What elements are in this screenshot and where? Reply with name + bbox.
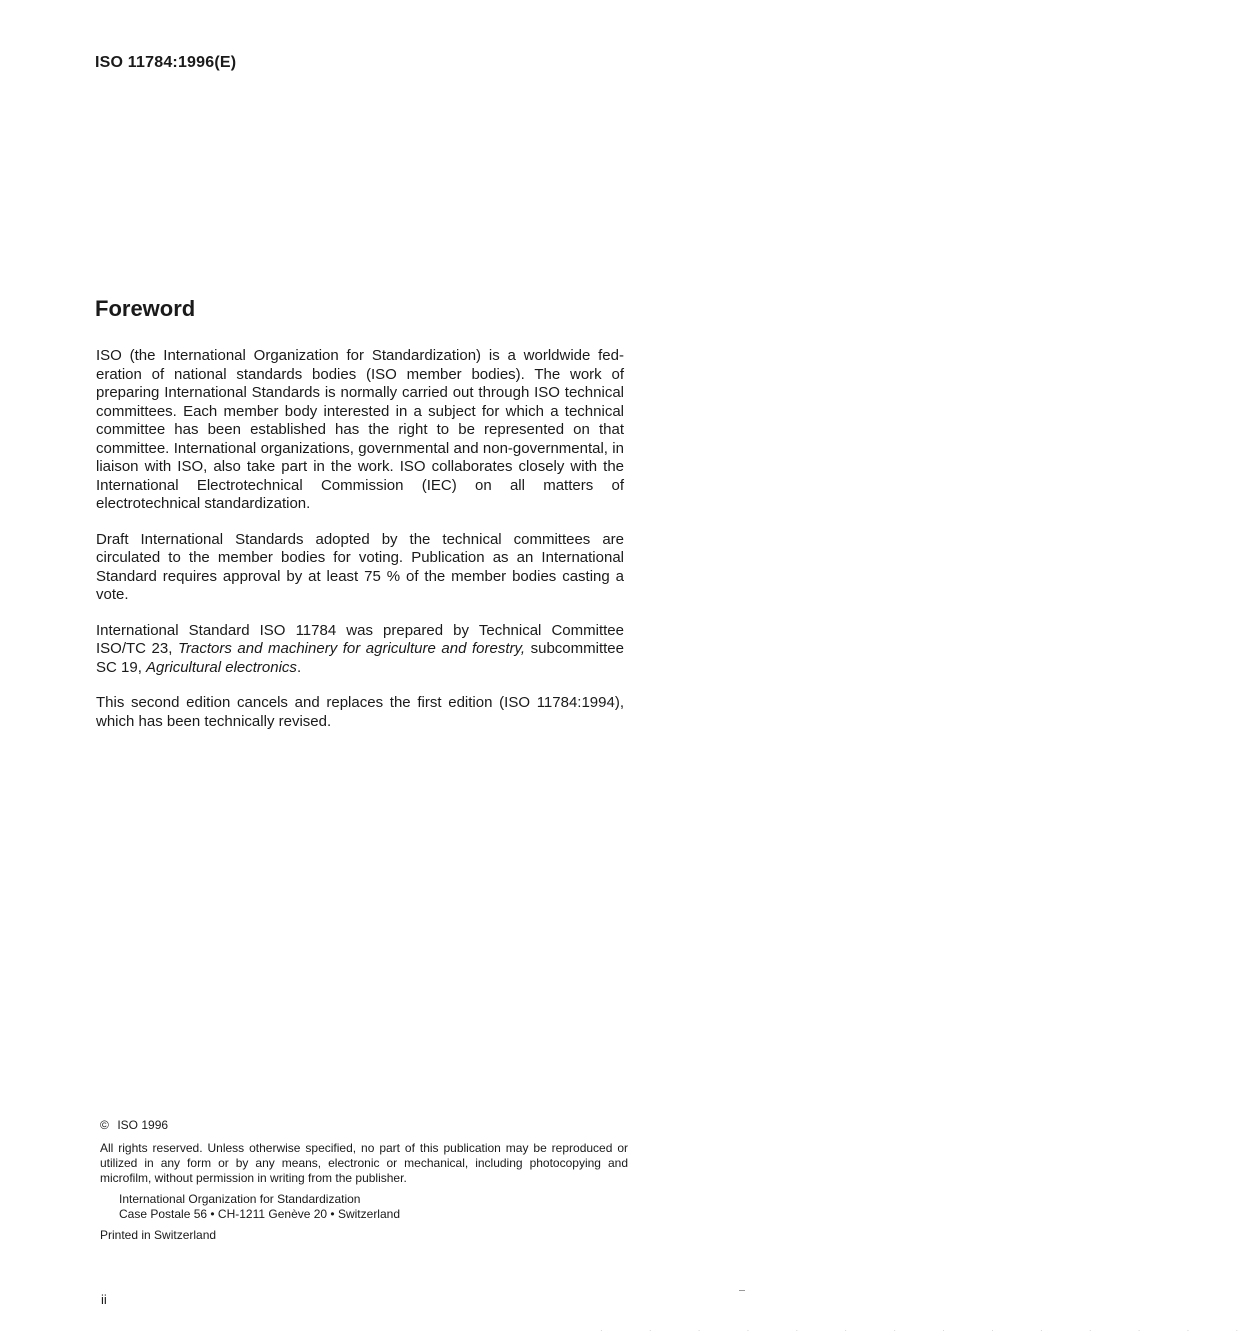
foreword-body	[96, 347, 624, 748]
org-name: International Organization for Standardization	[119, 1192, 361, 1206]
paragraph-edition: This second edition cancels and replaces the first edition (ISO 11784:1994), which has been technically revised.	[96, 694, 624, 730]
scan-specks-decoration: · · · · · · · · · · · · · ·	[600, 1326, 1260, 1335]
publisher-address	[119, 1192, 628, 1222]
copyright-footer	[100, 1118, 628, 1243]
prepared-by-prefix: International Standard ISO 11784 was prepared by Technical Committee ISO/TC 23,	[96, 621, 624, 657]
scan-speck-mark	[739, 1290, 745, 1291]
paragraph-prepared-by	[96, 622, 624, 678]
printed-in: Printed in Switzerland	[100, 1228, 217, 1242]
paragraph-draft-standards: Draft International Standards adopted by the technical committees are circulated to the member bodies for voting. Publication as an International Standard requires approval by at least 75 % of the member bodies casting a vote.	[96, 530, 624, 603]
paragraph-iso-intro: ISO (the International Organization for Standardization) is a worldwide federation of national standards bodies (ISO member bodies). The work of preparing International Standards is normally carried out through ISO technical committees. Each member body interested in a subject for which a technical committee has been established has the right to be represented on that committee. International organizations, governmental and non-governmental, in liaison with ISO, also take part in the work. ISO collaborates closely with the International Electrotechnical Commission (IEC) on all matters of electrotechnical standardization.	[96, 347, 624, 512]
committee-title: Tractors and machinery for agriculture and forestry,	[177, 640, 526, 657]
prepared-by-suffix: .	[296, 658, 302, 676]
prepared-by-middle: subcommittee SC 19,	[96, 640, 624, 676]
copyright-line	[100, 1118, 628, 1133]
copyright-icon: ©	[100, 1118, 109, 1132]
document-id-header: ISO 11784:1996(E)	[95, 54, 237, 71]
page-number: ii	[101, 1292, 107, 1307]
org-address: Case Postale 56 • CH-1211 Genève 20 • Switzerland	[119, 1207, 400, 1221]
rights-statement: All rights reserved. Unless otherwise specified, no part of this publication may be reproduced or utilized in any form or by any means, electronic or mechanical, including photocopying and microfilm, without permission in writing from the publisher.	[100, 1141, 628, 1185]
subcommittee-title: Agricultural electronics	[146, 658, 297, 676]
copyright-text: ISO 1996	[117, 1118, 169, 1132]
section-title: Foreword	[95, 296, 196, 321]
